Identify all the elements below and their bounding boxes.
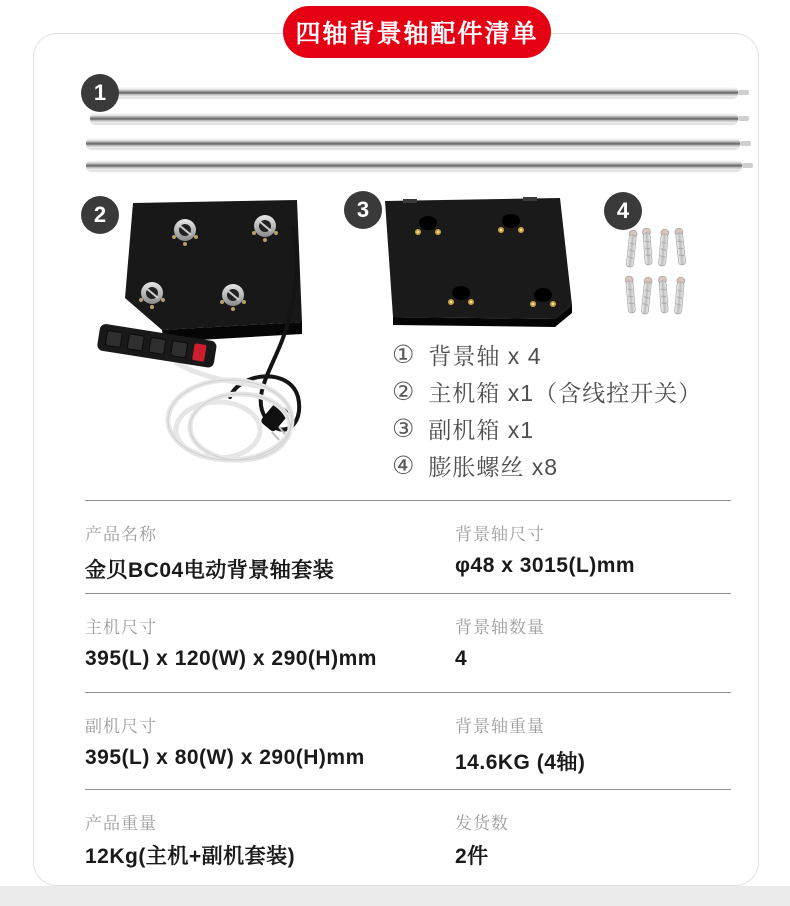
spec-cell	[455, 693, 731, 789]
spec-row	[85, 692, 731, 789]
spec-cell	[85, 693, 455, 789]
parts-list-item	[392, 447, 702, 484]
spec-value: 2件	[455, 845, 489, 868]
spec-row	[85, 789, 731, 881]
parts-list-item-text: 主机箱 x1（含线控开关）	[428, 380, 703, 406]
spec-label: 副机尺寸	[85, 717, 157, 736]
spec-label: 背景轴重量	[455, 717, 545, 736]
spec-label: 产品重量	[85, 814, 157, 833]
item-2-badge: 2	[81, 196, 119, 234]
background-pole-image	[86, 138, 740, 149]
parts-list-item	[392, 373, 702, 410]
spec-value: 395(L) x 120(W) x 290(H)mm	[85, 647, 377, 670]
parts-list	[392, 336, 702, 484]
spec-table	[85, 500, 731, 881]
spec-cell	[455, 501, 731, 593]
spec-value: 14.6KG (4轴)	[455, 751, 586, 774]
spec-cell	[455, 790, 731, 881]
spec-value: φ48 x 3015(L)mm	[455, 554, 636, 577]
item-3-badge: 3	[344, 191, 382, 229]
spec-label: 产品名称	[85, 525, 157, 544]
background-pole-image	[90, 113, 738, 124]
spec-row	[85, 593, 731, 692]
spec-cell	[85, 501, 455, 593]
spec-label: 背景轴尺寸	[455, 525, 545, 544]
spec-label: 主机尺寸	[85, 618, 157, 637]
screws-photo	[620, 223, 710, 323]
banner-title: 四轴背景轴配件清单	[295, 20, 539, 48]
parts-list-item	[392, 410, 702, 447]
main-unit-photo	[80, 192, 330, 477]
title-banner	[283, 6, 551, 58]
background-pole-image	[86, 160, 742, 171]
spec-value: 12Kg(主机+副机套装)	[85, 845, 296, 868]
spec-value: 4	[455, 647, 468, 670]
circled-number-icon: ②	[392, 377, 415, 406]
spec-label: 发货数	[455, 814, 509, 833]
parts-list-item	[392, 336, 702, 373]
background-pole-image	[112, 87, 738, 98]
circled-number-icon: ③	[392, 414, 415, 443]
sub-unit-photo	[383, 193, 583, 333]
spec-cell	[455, 594, 731, 692]
spec-cell	[85, 790, 455, 881]
spec-value: 395(L) x 80(W) x 290(H)mm	[85, 746, 365, 769]
parts-list-item-text: 膨胀螺丝 x8	[428, 454, 559, 480]
item-1-badge: 1	[81, 74, 119, 112]
parts-list-item-text: 背景轴 x 4	[428, 343, 542, 369]
page-bottom-strip	[0, 886, 790, 906]
circled-number-icon: ④	[392, 451, 415, 480]
parts-list-item-text: 副机箱 x1	[428, 417, 535, 443]
spec-label: 背景轴数量	[455, 618, 545, 637]
item-4-badge: 4	[604, 192, 642, 230]
spec-row	[85, 500, 731, 593]
circled-number-icon: ①	[392, 340, 415, 369]
spec-cell	[85, 594, 455, 692]
spec-value: 金贝BC04电动背景轴套装	[85, 559, 335, 582]
